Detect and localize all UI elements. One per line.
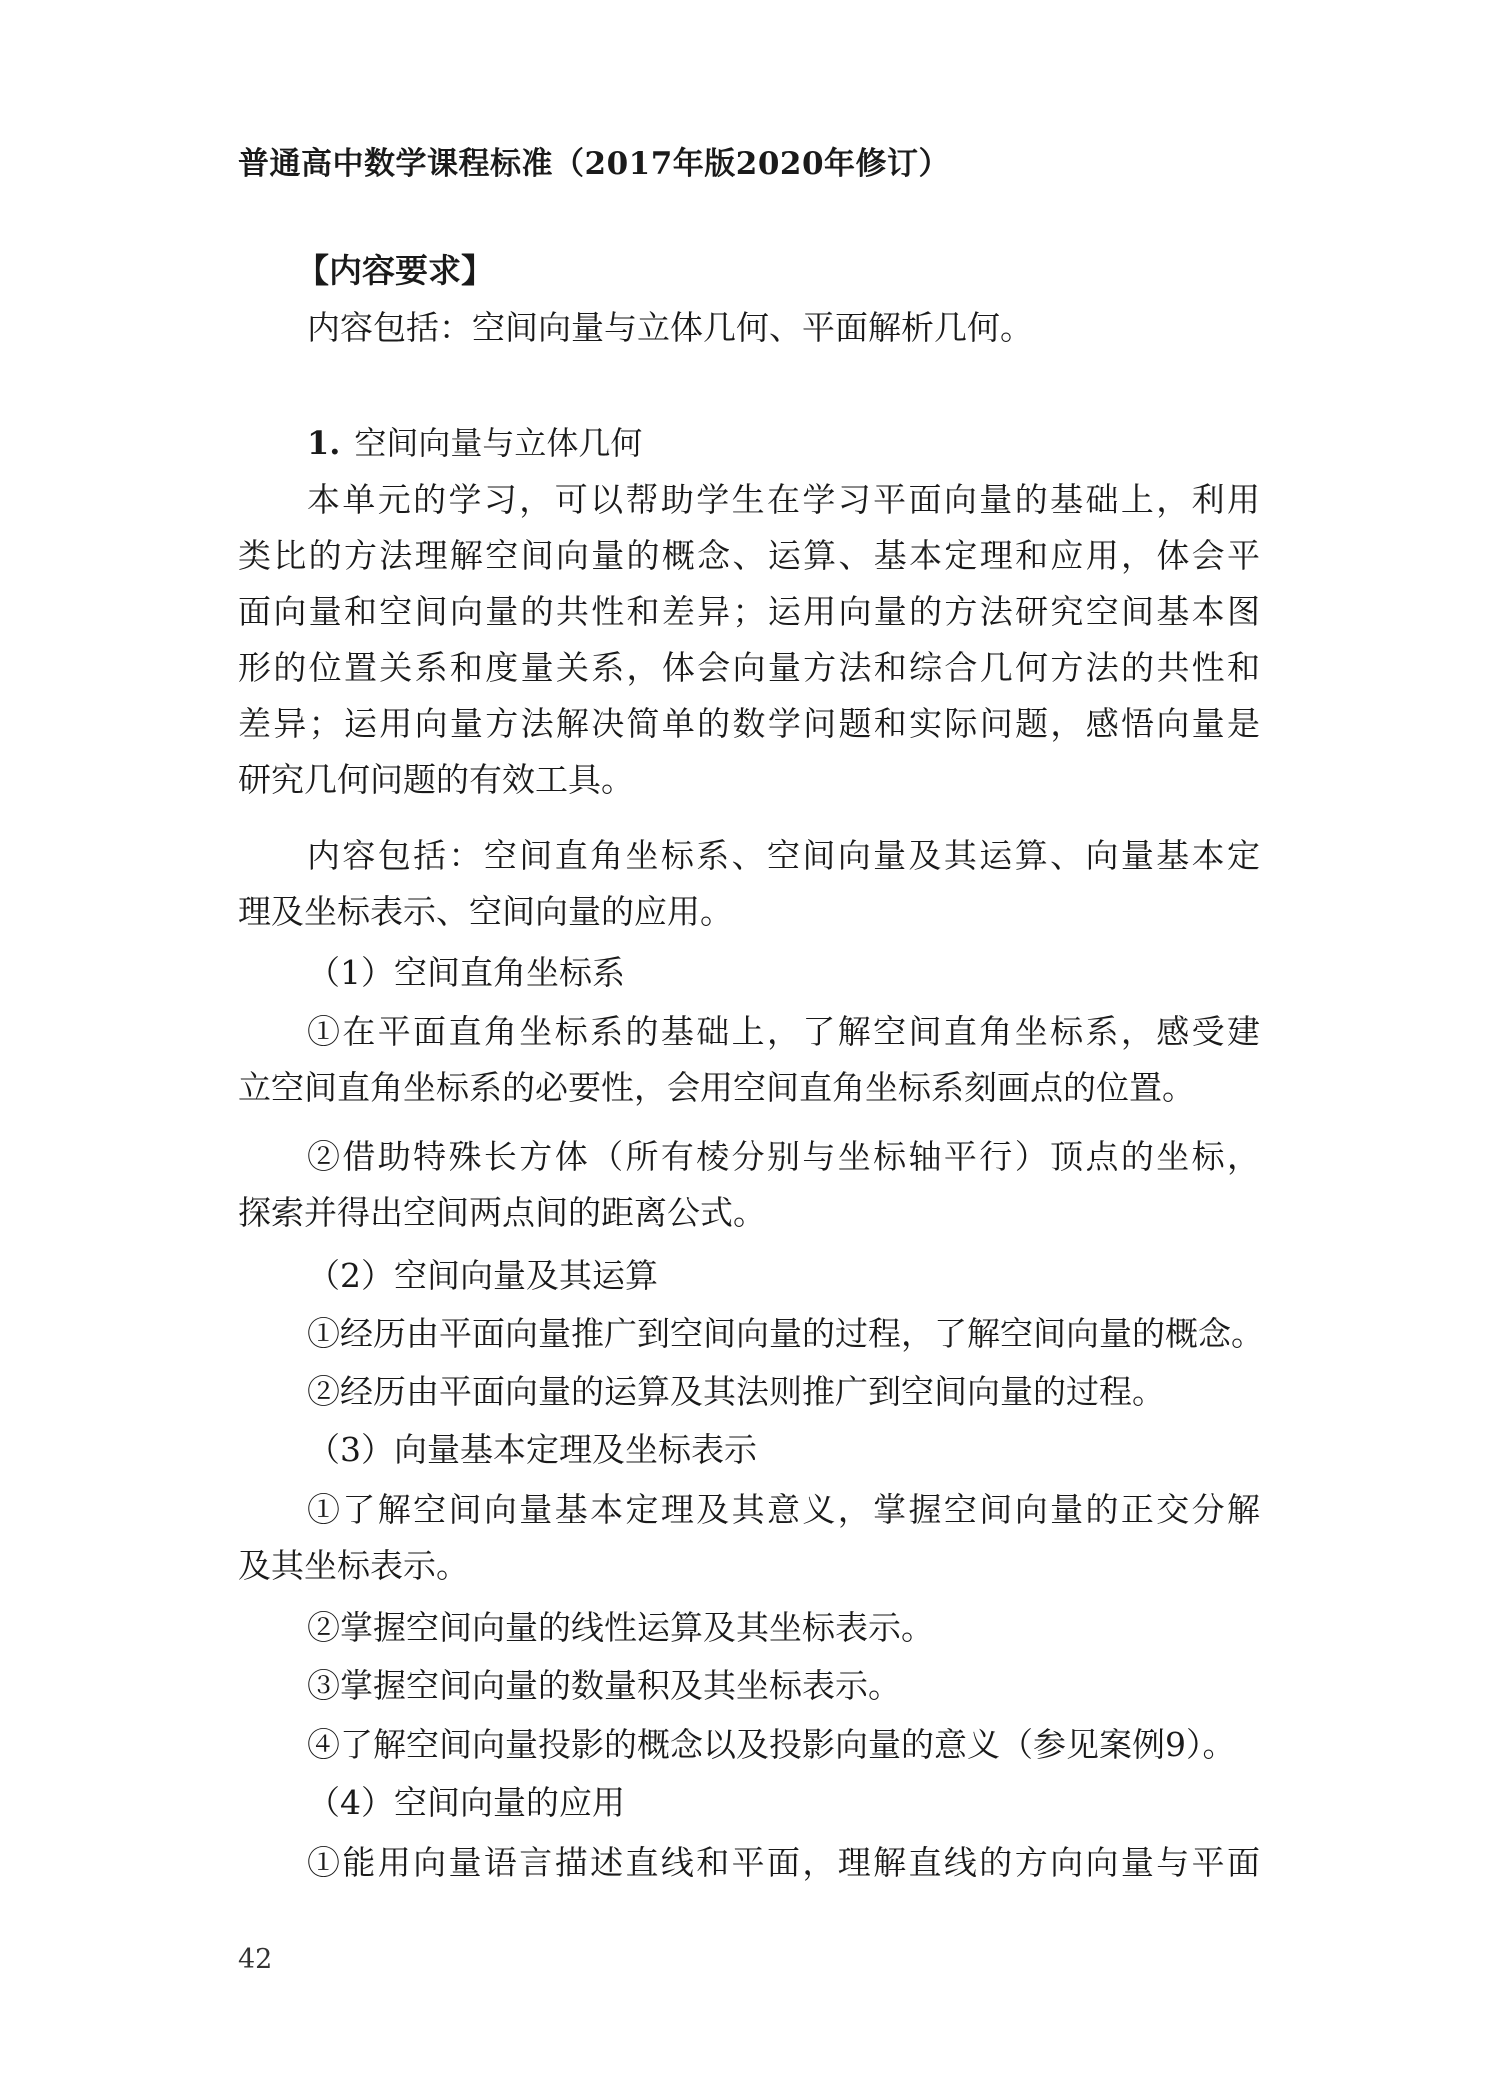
item-text: ①了解空间向量基本定理及其意义，掌握空间向量的正交分解	[307, 1490, 1260, 1529]
item-text: ③掌握空间向量的数量积及其坐标表示。	[307, 1666, 901, 1705]
item-text: 及其坐标表示。	[238, 1546, 469, 1585]
item-text: ①经历由平面向量推广到空间向量的过程，了解空间向量的概念。	[307, 1314, 1264, 1353]
item-text: ②经历由平面向量的运算及其法则推广到空间向量的过程。	[307, 1372, 1165, 1411]
para1-line: 面向量和空间向量的共性和差异；运用向量的方法研究空间基本图	[238, 592, 1260, 631]
item-text: ②掌握空间向量的线性运算及其坐标表示。	[307, 1608, 934, 1647]
intro-line: 内容包括：空间向量与立体几何、平面解析几何。	[307, 308, 1033, 347]
item-text: ①能用向量语言描述直线和平面，理解直线的方向向量与平面	[307, 1843, 1260, 1882]
running-header: 普通高中数学课程标准（2017年版2020年修订）	[238, 146, 951, 182]
item-text: ②借助特殊长方体（所有棱分别与坐标轴平行）顶点的坐标，	[307, 1137, 1260, 1176]
section-heading: 【内容要求】	[296, 251, 494, 290]
item-heading: （2）空间向量及其运算	[307, 1256, 658, 1295]
subsection-number: 1.	[307, 424, 341, 462]
para1-line: 类比的方法理解空间向量的概念、运算、基本定理和应用，体会平	[238, 536, 1260, 575]
para1-line: 本单元的学习，可以帮助学生在学习平面向量的基础上，利用	[307, 480, 1260, 519]
item-text: 立空间直角坐标系的必要性，会用空间直角坐标系刻画点的位置。	[238, 1068, 1195, 1107]
page-number: 42	[238, 1944, 273, 1975]
para2-line: 理及坐标表示、空间向量的应用。	[238, 892, 733, 931]
item-text: ④了解空间向量投影的概念以及投影向量的意义（参见案例9）。	[307, 1725, 1236, 1764]
subsection-heading	[307, 418, 642, 464]
item-text: 探索并得出空间两点间的距离公式。	[238, 1193, 766, 1232]
item-heading: （3）向量基本定理及坐标表示	[307, 1430, 757, 1469]
item-text: ①在平面直角坐标系的基础上，了解空间直角坐标系，感受建	[307, 1012, 1260, 1051]
item-heading: （1）空间直角坐标系	[307, 953, 625, 992]
para1-line: 差异；运用向量方法解决简单的数学问题和实际问题，感悟向量是	[238, 704, 1260, 743]
subsection-title: 空间向量与立体几何	[354, 424, 643, 462]
para2-line: 内容包括：空间直角坐标系、空间向量及其运算、向量基本定	[307, 836, 1260, 875]
para1-line: 研究几何问题的有效工具。	[238, 760, 634, 799]
item-heading: （4）空间向量的应用	[307, 1783, 625, 1822]
para1-line: 形的位置关系和度量关系，体会向量方法和综合几何方法的共性和	[238, 648, 1260, 687]
